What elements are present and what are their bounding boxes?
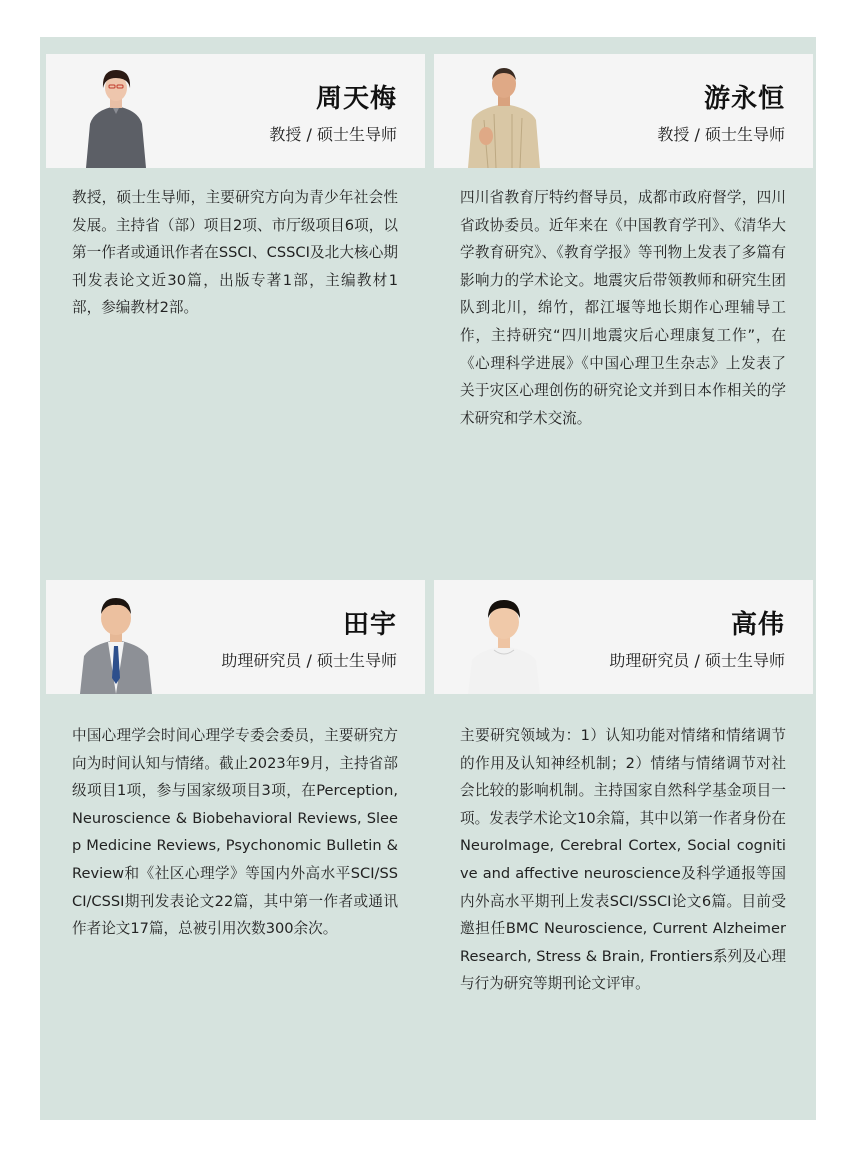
man-portrait-icon xyxy=(464,62,544,168)
person-bio: 主要研究领域为：1）认知功能对情绪和情绪调节的作用及认知神经机制；2）情绪与情绪调节对社会比较的影响机制。主持国家自然科学基金项目一项。发表学术论文10余篇，其中以第一作者身份在NeuroImage, Cerebral Cortex, Social cognitive and affective neuroscience及科学通报等国内外高水平期刊上发表SCI/SSCI论文6篇。目前受邀担任BMC Neuroscience, Current Alzheimer Research, Stress & Brain, Frontiers系列及心理与行为研究等期刊论文评审。 xyxy=(460,727,786,993)
person-title: 助理研究员 / 硕士生导师 xyxy=(221,651,397,670)
person-name: 游永恒 xyxy=(703,84,785,114)
profile-header-gao xyxy=(434,580,813,694)
person-bio: 四川省教育厅特约督导员，成都市政府督学，四川省政协委员。近年来在《中国教育学刊》、《清华大学教育研究》、《教育学报》等刊物上发表了多篇有影响力的学术论文。地震灾后带领教师和研究生团队到北川，绵竹，都江堰等地长期作心理辅导工作，主持研究“四川地震灾后心理康复工作”，在《心理科学进展》《中国心理卫生杂志》上发表了关于灾区心理创伤的研究论文并到日本作相关的学术研究和学术交流。 xyxy=(460,189,786,427)
profile-header-zhou xyxy=(46,54,425,168)
person-bio: 教授，硕士生导师，主要研究方向为青少年社会性发展。主持省（部）项目2项、市厅级项目6项，以第一作者或通讯作者在SSCI、CSSCI及北大核心期刊发表论文近30篇，出版专著1部，主编教材1部，参编教材2部。 xyxy=(72,189,398,317)
young-man-portrait-icon xyxy=(464,588,544,694)
woman-portrait-icon xyxy=(76,62,156,168)
man-suit-portrait-icon xyxy=(76,588,156,694)
person-name: 田宇 xyxy=(342,610,397,640)
profile-header-tian xyxy=(46,580,425,694)
person-title: 教授 / 硕士生导师 xyxy=(269,125,397,144)
person-bio: 中国心理学会时间心理学专委会委员，主要研究方向为时间认知与情绪。截止2023年9月，主持省部级项目1项，参与国家级项目3项，在Perception, Neuroscience & Biobehavioral Reviews, Sleep Medicine Reviews, Psychonomic Bulletin & Review和《社区心理学》等国内外高水平SCI/SSCI/CSSI期刊发表论文22篇，其中第一作者或通讯作者论文17篇，总被引用次数300余次。 xyxy=(72,727,398,938)
profile-header-you xyxy=(434,54,813,168)
person-name: 周天梅 xyxy=(315,84,397,114)
person-title: 助理研究员 / 硕士生导师 xyxy=(609,651,785,670)
person-title: 教授 / 硕士生导师 xyxy=(657,125,785,144)
person-name: 高伟 xyxy=(730,610,785,640)
